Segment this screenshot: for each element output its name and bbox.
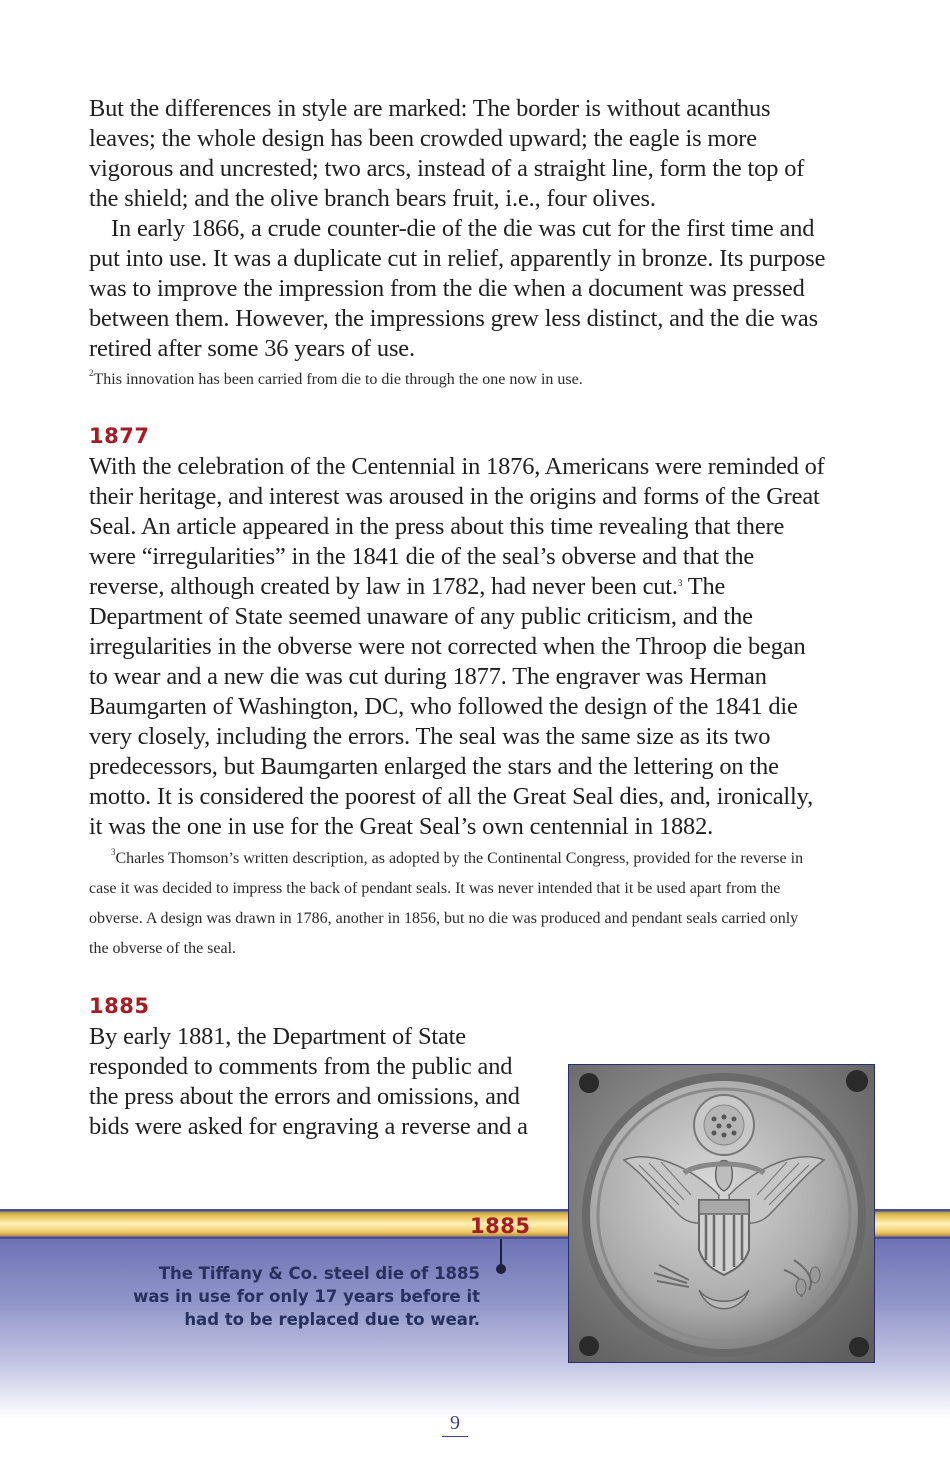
heading-1885: 1885 <box>89 994 150 1018</box>
section-1877-text-b: The Department of State seemed unaware of any public criticism, and the irregularities in the obverse were not corrected when the Throop die began to wear and a new die was cut during 1877. The engraver was Herman Baumgarten of Washington, DC, who followed the design of the 1841 die very closely, including the errors. The seal was the same size as its two predecessors, but Baumgarten enlarged the stars and the lettering on the motto. It is considered the poorest of all the Great Seal dies, and, ironically, it was the one in use for the Great Seal’s own centennial in 1882. <box>89 573 814 840</box>
intro-text <box>89 94 829 364</box>
heading-1877: 1877 <box>89 424 150 448</box>
footnote-3-ref: 3 <box>677 578 683 588</box>
footnote-3-mark: 3 <box>111 847 116 857</box>
footnote-2-text: This innovation has been carried from die to die through the one now in use. <box>93 371 583 388</box>
section-1877-text <box>89 452 829 842</box>
section-1885-text <box>89 1022 529 1142</box>
section-1885-paragraph: By early 1881, the Department of State responded to comments from the public and the press about the errors and omissions, and bids were asked for engraving a reverse and a <box>89 1023 528 1140</box>
footnote-3-text: Charles Thomson’s written description, as adopted by the Continental Congress, provided for the reverse in case it was decided to impress the back of pendant seals. It was never intended that it be used apart from the obverse. A design was drawn in 1786, another in 1856, but no die was produced and pendant seals carried only the obverse of the seal. <box>89 850 804 957</box>
paragraph-style-differences: But the differences in style are marked: The border is without acanthus leaves; the whole design has been crowded upward; the eagle is more vigorous and uncrested; two arcs, instead of a straight line, form the top of the shield; and the olive branch bears fruit, i.e., four olives. <box>89 95 805 212</box>
tiffany-die-photo <box>568 1064 875 1363</box>
footnote-2 <box>89 365 819 395</box>
great-seal-die-image <box>569 1065 875 1363</box>
page-number: 9 <box>442 1410 468 1437</box>
timeline-pointer-dot <box>496 1264 506 1274</box>
section-1877-text-a: With the celebration of the Centennial in 1876, Americans were reminded of their heritage, and interest was aroused in the origins and forms of the Great Seal. An article appeared in the press about this time revealing that there were “irregularities” in the 1841 die of the seal’s obverse and that the reverse, although created by law in 1782, had never been cut. <box>89 453 825 600</box>
footnote-3 <box>89 844 819 964</box>
timeline-pointer-line <box>500 1239 502 1267</box>
photo-caption: The Tiffany & Co. steel die of 1885 was in use for only 17 years before it had to be replaced due to wear. <box>133 1264 480 1329</box>
paragraph-counter-die: In early 1866, a crude counter-die of the die was cut for the first time and put into use. It was a duplicate cut in relief, apparently in bronze. Its purpose was to improve the impression from the die when a document was pressed between them. However, the impressions grew less distinct, and the die was retired after some 36 years of use. <box>89 215 826 362</box>
timeline-year: 1885 <box>470 1214 531 1238</box>
footnote-2-mark: 2 <box>89 368 94 378</box>
